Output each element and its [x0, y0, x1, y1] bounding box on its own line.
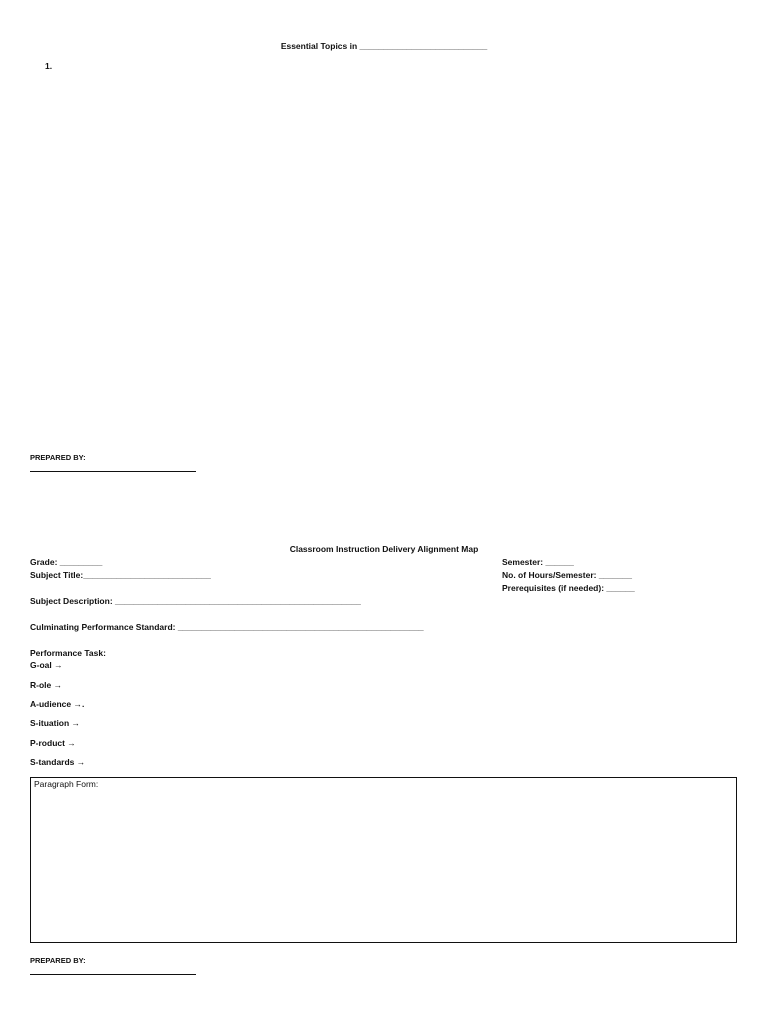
prerequisites-field: Prerequisites (if needed): ______: [502, 583, 635, 593]
grade-field: Grade: _________: [30, 557, 103, 567]
grasps-product: P-roduct →: [30, 738, 76, 748]
grasps-standards: S-tandards →: [30, 757, 86, 767]
grasps-goal: G-oal →: [30, 660, 63, 670]
prepared-by-label-2: PREPARED BY:: [30, 956, 86, 965]
topic-list-item-1: 1.: [45, 61, 53, 71]
prepared-by-label: PREPARED BY:: [30, 453, 86, 462]
paragraph-form-label: Paragraph Form:: [34, 779, 99, 789]
essential-topics-title: Essential Topics in ___________________________: [280, 41, 488, 51]
alignment-map-title: Classroom Instruction Delivery Alignment Map: [289, 544, 479, 554]
grasps-situation: S-ituation →: [30, 718, 81, 728]
hours-per-semester-field: No. of Hours/Semester: _______: [502, 570, 632, 580]
grasps-audience: A-udience →.: [30, 699, 85, 709]
performance-task-label: Performance Task:: [30, 648, 106, 658]
culminating-standard-field: Culminating Performance Standard: ____________________________________________________: [30, 622, 424, 632]
semester-field: Semester: ______: [502, 557, 574, 567]
subject-title-field: Subject Title:___________________________: [30, 570, 211, 580]
signature-line-2: [30, 974, 196, 975]
signature-line: [30, 471, 196, 472]
paragraph-form-box[interactable]: [30, 777, 737, 943]
subject-description-field: Subject Description: ____________________________________________________: [30, 596, 361, 606]
grasps-role: R-ole →: [30, 680, 63, 690]
